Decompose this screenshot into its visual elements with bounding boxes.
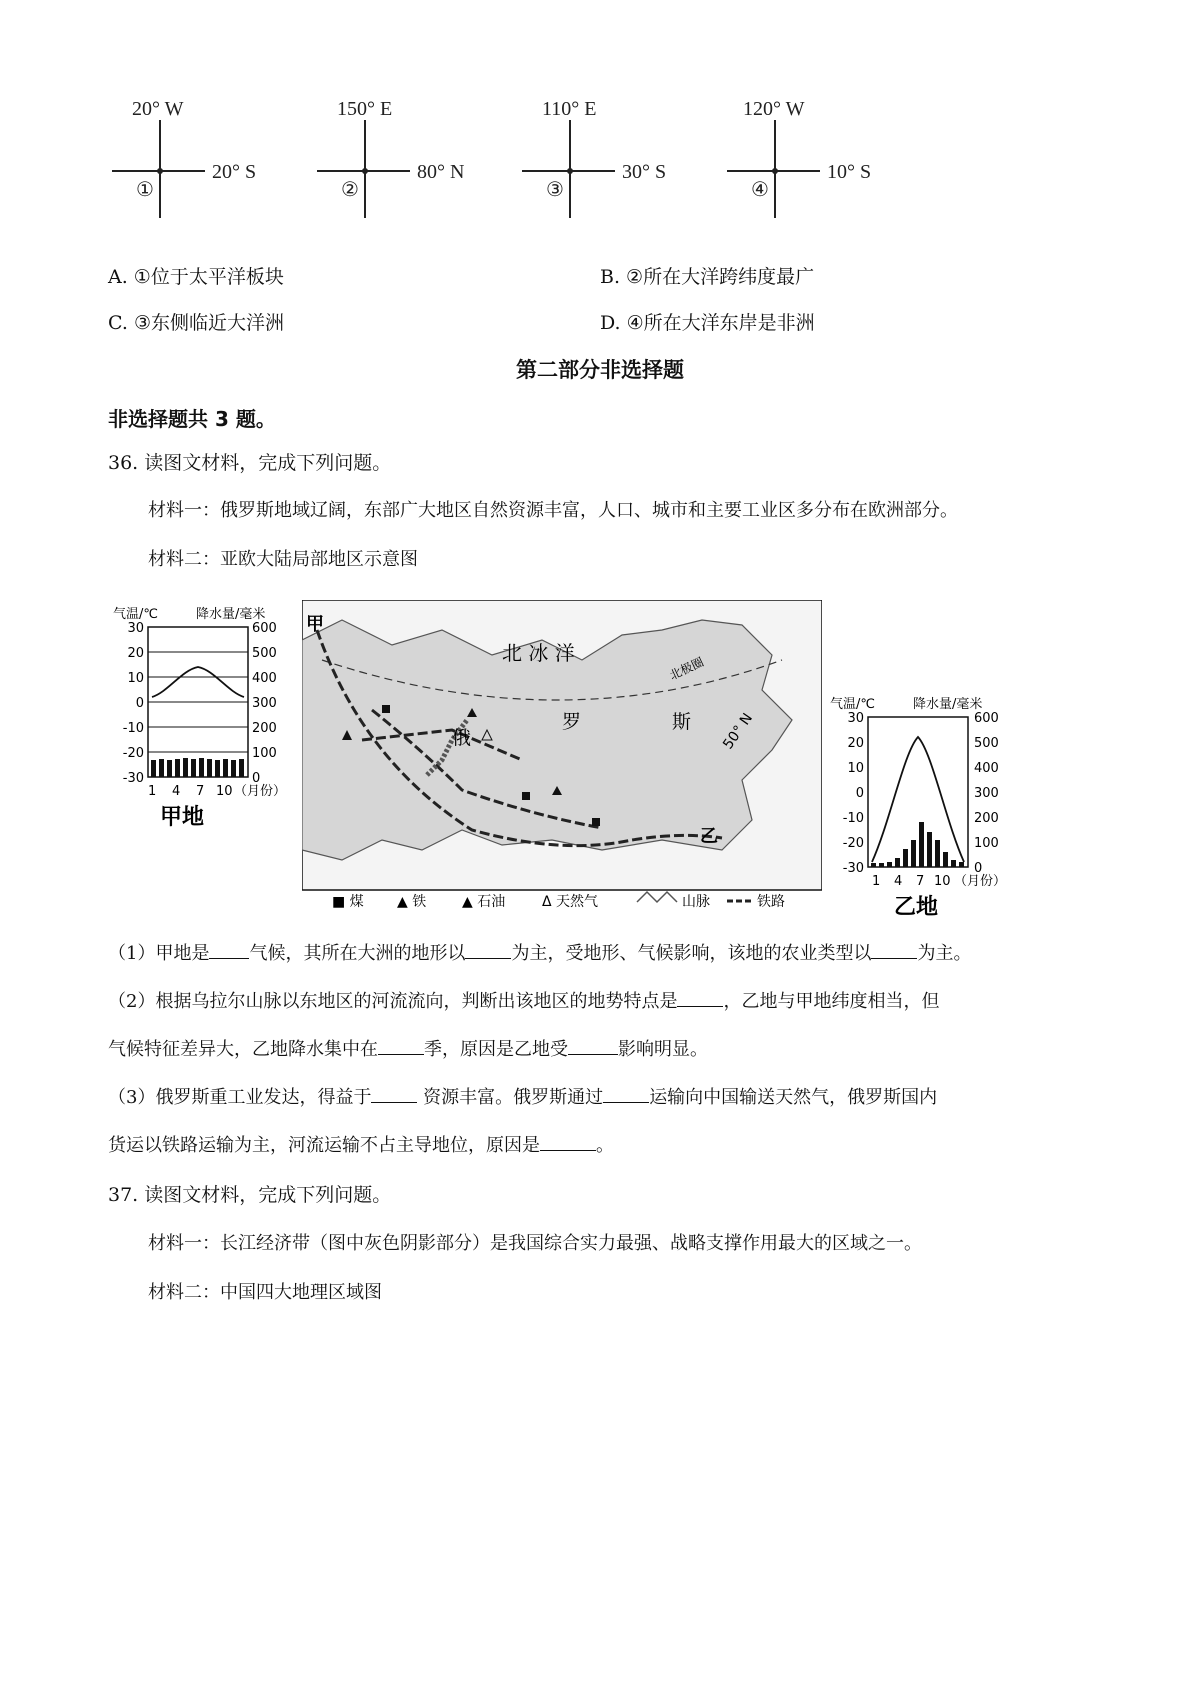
coord-fig-4 <box>727 98 871 218</box>
coord-fig-3 <box>522 98 666 218</box>
section-subtitle: 非选择题共 3 题。 <box>108 407 276 431</box>
jia-y2-title: 降水量/毫米 <box>196 607 266 622</box>
svg-text:0: 0 <box>855 786 864 801</box>
map-legend <box>332 892 785 910</box>
jia-y1-title: 气温/℃ <box>113 607 158 622</box>
yi-y2-ticks <box>974 711 999 876</box>
svg-text:30: 30 <box>847 711 864 726</box>
svg-text:500: 500 <box>974 736 999 751</box>
q36-material-2: 材料二：亚欧大陆局部地区示意图 <box>148 549 418 570</box>
option-b[interactable]: B. ②所在大洋跨纬度最广 <box>600 266 815 288</box>
map-country-1: 俄 <box>452 727 472 749</box>
coord-2-lon: 150° E <box>337 98 393 120</box>
svg-text:100: 100 <box>974 836 999 851</box>
svg-text:-30: -30 <box>122 771 144 786</box>
coord-4-num: ④ <box>751 179 769 201</box>
jia-caption: 甲地 <box>160 805 205 830</box>
yi-y1-title: 气温/℃ <box>830 697 875 712</box>
svg-text:10: 10 <box>934 874 951 889</box>
blank-2[interactable] <box>465 940 511 959</box>
blank-9[interactable] <box>540 1132 596 1151</box>
svg-text:-20: -20 <box>842 836 864 851</box>
map-yi-label: 乙 <box>700 826 718 847</box>
map-arctic-label: 北极圈 <box>667 654 706 683</box>
q36-material-1: 材料一：俄罗斯地域辽阔，东部广大地区自然资源丰富，人口、城市和主要工业区多分布在欧洲部分。 <box>148 500 958 521</box>
blank-6[interactable] <box>568 1036 618 1055</box>
map-lat-label: 50° N <box>720 710 757 753</box>
svg-text:200: 200 <box>252 721 277 736</box>
svg-text:600: 600 <box>252 621 277 636</box>
map-jia-label: 甲 <box>306 614 324 635</box>
yi-caption: 乙地 <box>894 895 939 920</box>
legend-gas: Δ 天然气 <box>542 894 599 910</box>
legend-railway: 铁路 <box>757 894 785 910</box>
q36-part-2b: 气候特征差异大，乙地降水集中在 季，原因是乙地受 影响明显。 <box>108 1036 708 1064</box>
blank-8[interactable] <box>603 1084 649 1103</box>
svg-text:0: 0 <box>135 696 144 711</box>
svg-text:30: 30 <box>127 621 144 636</box>
svg-text:20: 20 <box>127 646 144 661</box>
svg-text:400: 400 <box>252 671 277 686</box>
legend-iron: ▲ 铁 <box>397 894 427 910</box>
q37-material-2: 材料二：中国四大地理区域图 <box>148 1282 382 1303</box>
svg-text:10: 10 <box>127 671 144 686</box>
svg-text:600: 600 <box>974 711 999 726</box>
svg-text:500: 500 <box>252 646 277 661</box>
svg-text:20: 20 <box>847 736 864 751</box>
svg-text:400: 400 <box>974 761 999 776</box>
climate-chart-jia <box>108 600 298 832</box>
option-c[interactable]: C. ③东侧临近大洋洲 <box>108 312 284 334</box>
yi-x-ticks <box>872 874 951 889</box>
map-country-3: 斯 <box>672 711 692 733</box>
yi-y2-title: 降水量/毫米 <box>913 697 983 712</box>
blank-7[interactable] <box>371 1084 417 1103</box>
q36-part-3a: （3）俄罗斯重工业发达，得益于 资源丰富。俄罗斯通过 运输向中国输送天然气，俄罗斯国内 <box>108 1084 937 1112</box>
jia-y1-ticks <box>123 621 144 786</box>
svg-text:300: 300 <box>252 696 277 711</box>
coord-3-lat: 30° S <box>622 161 667 183</box>
coord-2-lat: 80° N <box>417 161 465 183</box>
svg-text:7: 7 <box>916 874 925 889</box>
svg-text:0: 0 <box>252 771 261 786</box>
q36-part-2a: （2）根据乌拉尔山脉以东地区的河流流向，判断出该地区的地势特点是 ，乙地与甲地纬度相当，但 <box>108 988 939 1016</box>
coord-3-lon: 110° E <box>542 98 597 120</box>
blank-3[interactable] <box>871 940 917 959</box>
svg-text:-30: -30 <box>842 861 864 876</box>
yi-temperature-curve <box>872 737 964 862</box>
option-a[interactable]: A. ①位于太平洋板块 <box>108 266 284 288</box>
blank-5[interactable] <box>378 1036 424 1055</box>
coord-4-lat: 10° S <box>827 161 872 183</box>
coord-1-num: ① <box>136 179 154 201</box>
coord-fig-2 <box>317 98 464 218</box>
section-title: 第二部分非选择题 <box>516 358 684 382</box>
map-ocean-label: 北 冰 洋 <box>502 641 575 665</box>
legend-oil: ▲ 石油 <box>462 894 506 910</box>
svg-text:-20: -20 <box>122 746 144 761</box>
eurasia-map <box>302 600 822 912</box>
q36-stem: 36. 读图文材料，完成下列问题。 <box>108 452 392 474</box>
jia-x-unit: （月份） <box>234 784 287 799</box>
jia-y2-ticks <box>252 621 277 786</box>
svg-text:0: 0 <box>974 861 983 876</box>
svg-text:-10: -10 <box>122 721 144 736</box>
q36-part-3b: 货运以铁路运输为主，河流运输不占主导地位，原因是 。 <box>108 1132 614 1160</box>
blank-1[interactable] <box>209 940 249 959</box>
jia-temperature-curve <box>152 667 244 697</box>
svg-text:10: 10 <box>216 784 233 799</box>
coord-1-lon: 20° W <box>132 98 184 120</box>
yi-y1-ticks <box>843 711 864 876</box>
svg-text:-10: -10 <box>842 811 864 826</box>
svg-text:4: 4 <box>894 874 903 889</box>
coordinate-figures <box>100 90 980 230</box>
coord-4-lon: 120° W <box>743 98 805 120</box>
q37-material-1: 材料一：长江经济带（图中灰色阴影部分）是我国综合实力最强、战略支撑作用最大的区域之一。 <box>148 1233 922 1254</box>
svg-text:200: 200 <box>974 811 999 826</box>
legend-coal: ■ 煤 <box>332 894 364 910</box>
blank-4[interactable] <box>677 988 723 1007</box>
jia-precip-bars <box>151 758 244 777</box>
svg-text:4: 4 <box>172 784 181 799</box>
coord-1-lat: 20° S <box>212 161 257 183</box>
svg-text:10: 10 <box>847 761 864 776</box>
svg-text:1: 1 <box>872 874 881 889</box>
svg-text:100: 100 <box>252 746 277 761</box>
coord-2-num: ② <box>341 179 359 201</box>
coord-3-num: ③ <box>546 179 564 201</box>
coord-fig-1 <box>112 98 256 218</box>
q36-part-1: （1）甲地是 气候，其所在大洲的地形以 为主，受地形、气候影响，该地的农业类型以 为主。 <box>108 940 971 968</box>
q37-stem: 37. 读图文材料，完成下列问题。 <box>108 1184 392 1206</box>
climate-chart-yi <box>828 692 1028 922</box>
legend-mountain-symbol <box>637 892 677 902</box>
legend-mountain: 山脉 <box>682 894 710 910</box>
map-country-2: 罗 <box>562 711 582 733</box>
yi-x-unit: （月份） <box>954 874 1007 889</box>
jia-x-ticks <box>148 784 233 799</box>
option-d[interactable]: D. ④所在大洋东岸是非洲 <box>600 312 815 334</box>
svg-text:300: 300 <box>974 786 999 801</box>
svg-text:1: 1 <box>148 784 157 799</box>
svg-text:7: 7 <box>196 784 205 799</box>
